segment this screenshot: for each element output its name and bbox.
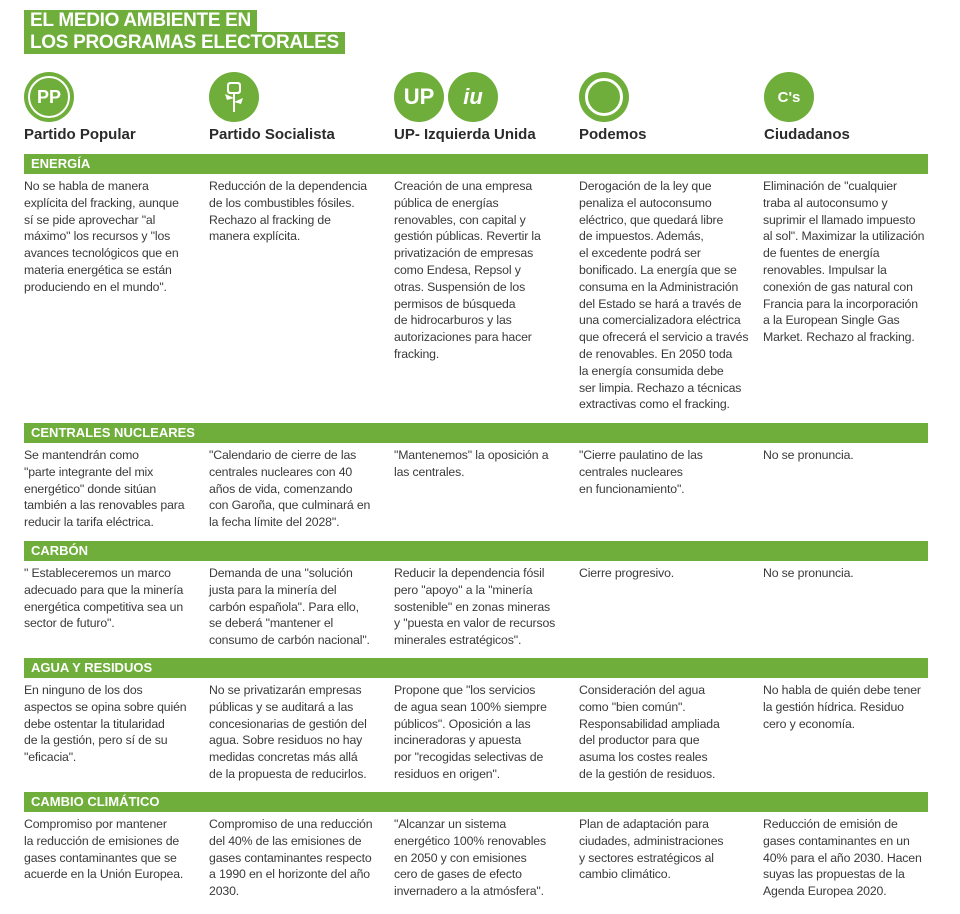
party-name: UP- Izquierda Unida (394, 126, 536, 143)
section-header-energia: ENERGÍA (24, 154, 928, 174)
party-psoe (209, 72, 389, 150)
table-cell: "Calendario de cierre de las centrales nucleares con 40 años de vida, comenzando con Garoña, que culminará en la fecha límite del 2028". (209, 448, 371, 530)
page-title (24, 10, 345, 54)
pp-logo-icon: PP (24, 72, 74, 122)
up-logo-icon: UP (394, 72, 444, 122)
party-name: Partido Popular (24, 126, 136, 143)
table-cell: Demanda de una "solución justa para la minería del carbón española". Para ello, se deberá "mantener el consumo de carbón nacional". (209, 566, 370, 648)
title-line-1: EL MEDIO AMBIENTE EN (24, 10, 257, 32)
table-cell: " Estableceremos un marco adecuado para que la minería energética competitiva sea un sector de futuro". (24, 566, 184, 631)
section-header-cambio-climatico: CAMBIO CLIMÁTICO (24, 792, 928, 812)
podemos-circle-logo-icon (579, 72, 629, 122)
table-cell: Reducción de la dependencia de los combustibles fósiles. Rechazo al fracking de manera explícita. (209, 179, 367, 244)
table-cell: Se mantendrán como "parte integrante del mix energético" donde sitúan también a las renovables para reducir la tarifa eléctrica. (24, 448, 185, 530)
cs-logo-icon: C's (764, 72, 814, 122)
section-header-centrales-nucleares: CENTRALES NUCLEARES (24, 423, 928, 443)
table-cell: Eliminación de "cualquier traba al autoconsumo y suprimir el llamado impuesto al sol". Maximizar la utilización de fuentes de energía renovables. Impulsar la conexión de gas natural con Francia para la incorporación a la European Single Gas Market. Rechazo al fracking. (763, 179, 925, 345)
party-name: Podemos (579, 126, 647, 143)
psoe-rose-logo-icon (209, 72, 259, 122)
section-header-agua-residuos: AGUA Y RESIDUOS (24, 658, 928, 678)
table-cell: Consideración del agua como "bien común". Responsabilidad ampliada del productor para que asuma los costes reales de la gestión de residuos. (579, 683, 720, 781)
table-cell: No se habla de manera explícita del fracking, aunque sí se pide aprovechar "al máximo" los recursos y "los avances tecnológicos que en materia energética se están produciendo en el mundo". (24, 179, 179, 294)
table-cell: Creación de una empresa pública de energías renovables, con capital y gestión públicas. Revertir la privatización de empresas como Endesa, Repsol y otras. Suspensión de los permisos de búsqueda de hidrocarburos y las autorizaciones para hacer fracking. (394, 179, 541, 361)
table-cell: "Mantenemos" la oposición a las centrales. (394, 448, 549, 479)
table-cell: Propone que "los servicios de agua sean 100% siempre públicos". Oposición a las incineradoras y apuesta por "recogidas selectivas de residuos en origen". (394, 683, 547, 781)
table-cell: En ninguno de los dos aspectos se opina sobre quién debe ostentar la titularidad de la gestión, pero sí de su "eficacia". (24, 683, 187, 765)
party-pp (24, 72, 204, 150)
table-cell: Reducir la dependencia fósil pero "apoyo" a la "minería sostenible" en zonas mineras y "puesta en valor de recursos minerales estratégicos". (394, 566, 556, 648)
table-cell: No se privatizarán empresas públicas y se auditará a las concesionarias de gestión del agua. Sobre residuos no hay medidas concretas más allá de la propuesta de reducirlos. (209, 683, 367, 781)
table-cell: No habla de quién debe tener la gestión hídrica. Residuo cero y economía. (763, 683, 921, 731)
title-line-2: LOS PROGRAMAS ELECTORALES (24, 32, 345, 54)
table-cell: No se pronuncia. (763, 448, 854, 462)
table-cell: "Cierre paulatino de las centrales nucleares en funcionamiento". (579, 448, 703, 496)
table-cell: Cierre progresivo. (579, 566, 675, 580)
table-cell: Derogación de la ley que penaliza el autoconsumo eléctrico, que quedará libre de impuestos. Además, el excedente podrá ser bonificado. La energía que se consuma en la Administración del Estado se hará a través de una comercializadora eléctrica que ofrecerá el servicio a través de renovables. En 2050 toda la energía consumida debe ser limpia. Rechazo a técnicas extractivas como el fracking. (579, 179, 749, 412)
party-name: Ciudadanos (764, 126, 850, 143)
table-cell: No se pronuncia. (763, 566, 854, 580)
party-name: Partido Socialista (209, 126, 335, 143)
party-header-row (24, 72, 934, 150)
party-podemos (579, 72, 759, 150)
table-cell: Compromiso por mantener la reducción de emisiones de gases contaminantes que se acuerde en la Unión Europea. (24, 817, 184, 882)
section-header-carbon: CARBÓN (24, 541, 928, 561)
table-cell: Plan de adaptación para ciudades, administraciones y sectores estratégicos al cambio climático. (579, 817, 724, 882)
table-cell: "Alcanzar un sistema energético 100% renovables en 2050 y con emisiones cero de gases de efecto invernadero a la atmósfera". (394, 817, 546, 899)
table-cell: Compromiso de una reducción del 40% de las emisiones de gases contaminantes respecto a 1990 en el horizonte del año 2030. (209, 817, 373, 899)
table-cell: Reducción de emisión de gases contaminantes en un 40% para el año 2030. Hacen suyas las propuestas de la Agenda Europea 2020. (763, 817, 922, 899)
iu-logo-icon: iu (448, 72, 498, 122)
party-up-iu (394, 72, 574, 150)
party-ciudadanos (764, 72, 944, 150)
